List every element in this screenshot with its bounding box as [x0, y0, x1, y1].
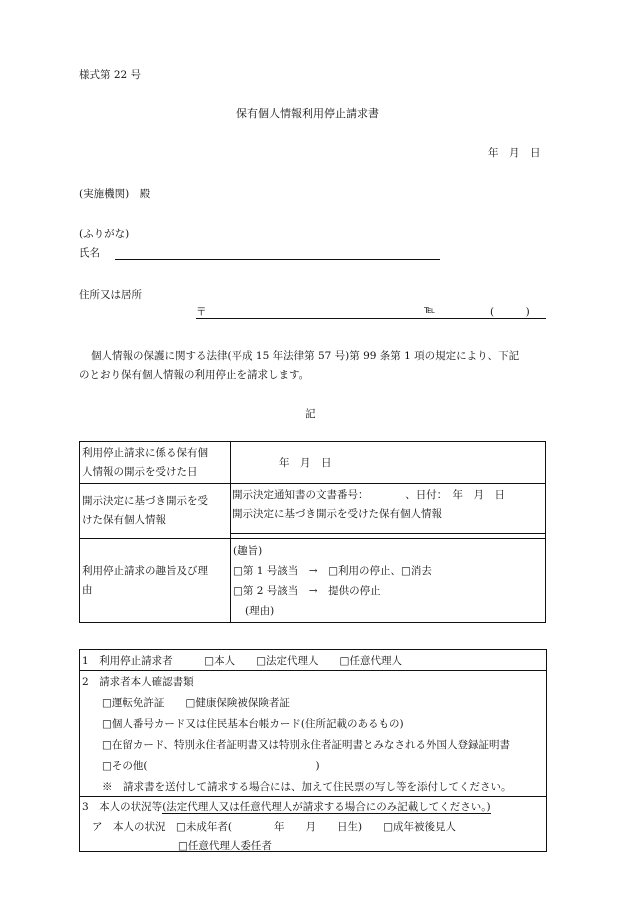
principal-status-line-1[interactable]: ア 本人の状況 □未成年者( 年 月 日生) □成年被後見人	[92, 821, 457, 833]
section-2-title: 2 請求者本人確認書類	[82, 676, 194, 688]
id-doc-note: ※ 請求書を送付して請求する場合には、加えて住民票の写し等を添付してください。	[102, 781, 512, 793]
address-underline[interactable]	[196, 318, 546, 319]
request-table	[79, 441, 546, 623]
purpose-option-1[interactable]: □第 1 号該当 → □利用の停止、□消去	[233, 565, 432, 577]
purpose-option-2[interactable]: □第 2 号該当 → 提供の停止	[233, 585, 381, 597]
addressee: (実施機関) 殿	[79, 188, 151, 200]
table-label-disclosed-info: 開示決定に基づき開示を受 けた保有個人情報	[80, 484, 231, 539]
requester-info-box	[79, 649, 547, 852]
section-3-title: 3 本人の状況等(法定代理人又は任意代理人が請求する場合にのみ記載してください。)	[82, 801, 491, 813]
name-underline[interactable]	[115, 259, 440, 260]
principal-status-line-2[interactable]: □任意代理人委任者	[178, 840, 272, 852]
form-number: 様式第 22 号	[79, 69, 142, 81]
table-label-purpose-reason: 利用停止請求の趣旨及び理 由	[80, 539, 231, 623]
table-label-disclosure-date: 利用停止請求に係る保有個 人情報の開示を受けた日	[80, 442, 231, 484]
section-1-requester[interactable]: 1 利用停止請求者 □本人 □法定代理人 □任意代理人	[82, 655, 402, 667]
body-line-2: のとおり保有個人情報の利用停止を請求します。	[79, 369, 310, 381]
purpose-reason-field[interactable]	[231, 539, 546, 623]
tel-paren: ( )	[490, 306, 530, 318]
body-line-1: 個人情報の保護に関する法律(平成 15 年法律第 57 号)第 99 条第 1 項の規定により、下記	[91, 350, 520, 362]
id-doc-option-1[interactable]: □運転免許証 □健康保険被保険者証	[102, 697, 290, 709]
id-doc-option-3[interactable]: □在留カード、特別永住者証明書又は特別永住者証明書とみなされる外国人登録証明書	[102, 739, 510, 751]
disclosure-date-field[interactable]: 年 月 日	[231, 442, 546, 484]
postal-mark: 〒	[196, 306, 207, 318]
tel-mark: ℡	[424, 304, 436, 316]
purpose-heading: (趣旨)	[233, 545, 263, 557]
ki-label: 記	[305, 408, 316, 420]
id-doc-option-other[interactable]: □その他( )	[102, 760, 320, 772]
id-doc-option-2[interactable]: □個人番号カード又は住民基本台帳カード(住所記載のあるもの)	[102, 718, 404, 730]
date-line: 年 月 日	[488, 147, 541, 159]
disclosed-info-field[interactable]: 開示決定通知書の文書番号： 、日付： 年 月 日 開示決定に基づき開示を受けた保有個人情報	[231, 484, 546, 539]
reason-heading: (理由)	[245, 605, 275, 617]
name-label: 氏名	[79, 247, 100, 259]
furigana-label: (ふりがな)	[79, 228, 130, 240]
address-label: 住所又は居所	[79, 289, 142, 301]
document-title: 保有個人情報利用停止請求書	[236, 107, 379, 120]
